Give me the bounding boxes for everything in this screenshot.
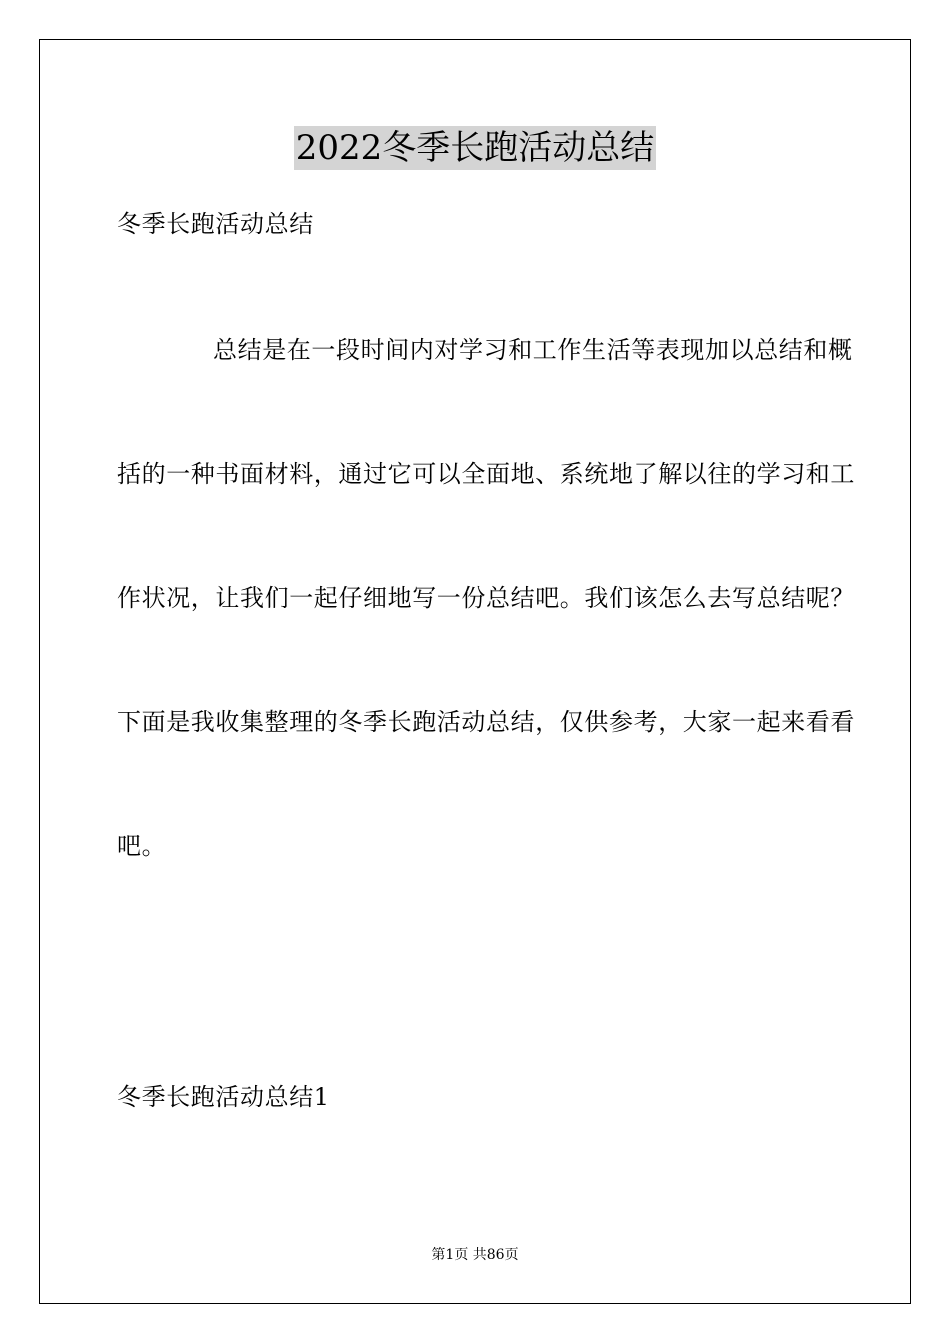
section-heading: 冬季长跑活动总结1 bbox=[117, 1083, 330, 1111]
paragraph-line-2: 括的一种书面材料，通过它可以全面地、系统地了解以往的学习和工 bbox=[117, 460, 855, 488]
paragraph-line-3: 作状况，让我们一起仔细地写一份总结吧。我们该怎么去写总结呢？ bbox=[117, 584, 855, 612]
page-footer: 第1页 共86页 bbox=[431, 1247, 519, 1263]
paragraph-line-5: 吧。 bbox=[117, 832, 167, 860]
document-subtitle: 冬季长跑活动总结 bbox=[117, 210, 314, 238]
paragraph-line-1: 总结是在一段时间内对学习和工作生活等表现加以总结和概 bbox=[213, 336, 853, 364]
paragraph-line-4: 下面是我收集整理的冬季长跑活动总结，仅供参考，大家一起来看看 bbox=[117, 708, 855, 736]
document-title: 2022冬季长跑活动总结 bbox=[295, 128, 655, 168]
title-container bbox=[0, 126, 950, 170]
